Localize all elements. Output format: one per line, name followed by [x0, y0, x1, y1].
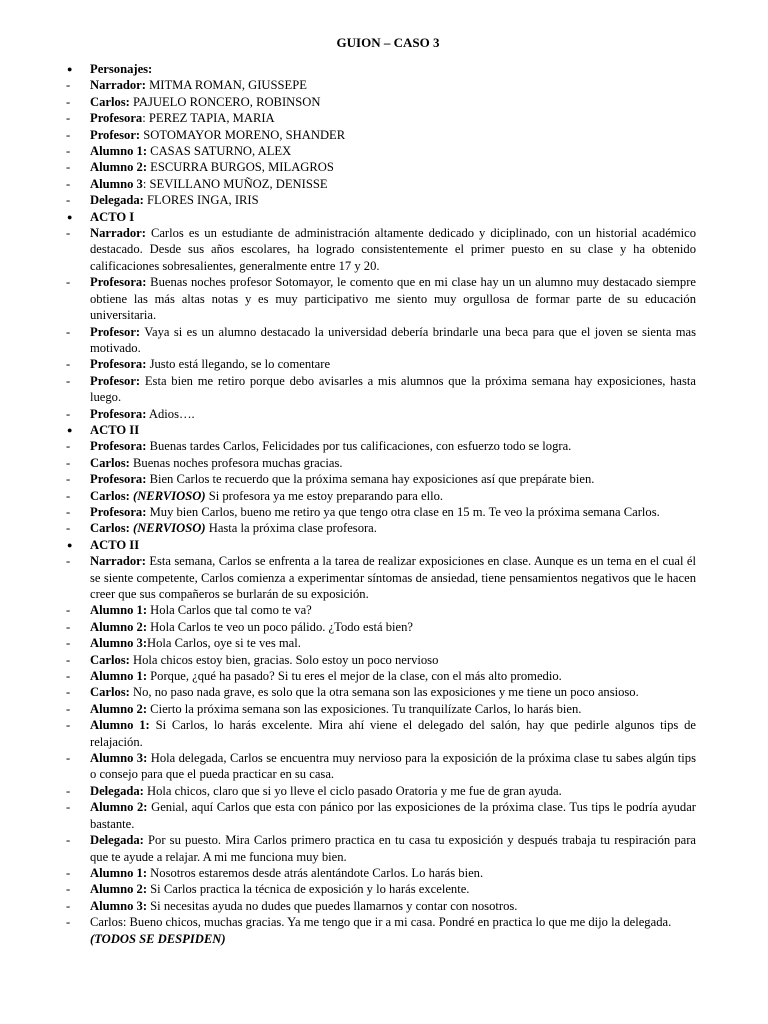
line-text: Hola Carlos, oye si te ves mal.	[147, 636, 301, 651]
script-line	[60, 783, 696, 799]
script-line	[60, 684, 696, 700]
script-line	[60, 373, 696, 406]
line-text: Hasta la próxima clase profesora.	[205, 521, 377, 536]
dash-marker: -	[66, 652, 71, 667]
speaker-label: Profesora:	[90, 504, 147, 519]
line-text: Hola delegada, Carlos se encuentra muy nervioso para la exposición de la próxima clase tu sabes algún tips o consejo para que el pueda practicar en su casa.	[90, 751, 697, 782]
line-text: MITMA ROMAN, GIUSSEPE	[145, 78, 307, 93]
line-text: Si Carlos practica la técnica de exposición y lo harás excelente.	[147, 882, 470, 897]
dash-marker: -	[66, 78, 71, 93]
line-text: Hola chicos, claro que si yo lleve el ciclo pasado Oratoria y me fue de gran ayuda.	[143, 783, 562, 798]
line-text: SOTOMAYOR MORENO, SHANDER	[140, 127, 346, 142]
speaker-label: Carlos:	[90, 488, 130, 503]
speaker-label: Alumno 2:	[90, 701, 148, 716]
dash-marker: -	[66, 882, 71, 897]
dash-marker: -	[66, 127, 71, 142]
script-line	[60, 553, 696, 602]
speaker-label: Carlos:	[90, 455, 130, 470]
dash-marker: -	[66, 373, 71, 388]
section-heading	[60, 422, 696, 438]
line-text: Genial, aquí Carlos que esta con pánico por las exposiciones de la próxima clase. Tus tips le podría ayudar bastante.	[90, 800, 696, 831]
script-line	[60, 668, 696, 684]
speaker-label: Carlos:	[90, 94, 130, 109]
script-line	[60, 77, 696, 93]
speaker-label: Alumno 3	[90, 176, 143, 191]
script-line	[60, 520, 696, 536]
line-text: Buenas noches profesora muchas gracias.	[129, 455, 343, 470]
speaker-label: Alumno 2:	[90, 619, 148, 634]
dash-marker: -	[66, 94, 71, 109]
script-line	[60, 110, 696, 126]
speaker-label: Delegada:	[90, 193, 144, 208]
line-text: Buenas noches profesor Sotomayor, le comento que en mi clase hay un un alumno muy destacado siempre obtiene las más altas notas y es muy participativo me siento muy orgullosa de formar parte de su educación universitaria.	[90, 275, 696, 323]
closing-direction: (TODOS SE DESPIDEN)	[90, 931, 226, 946]
script-line	[60, 635, 696, 651]
script-line	[60, 94, 696, 110]
line-text: Si profesora ya me estoy preparando para ello.	[205, 488, 444, 503]
script-line	[60, 159, 696, 175]
speaker-label: ACTO I	[90, 209, 135, 224]
script-line	[60, 274, 696, 323]
dash-marker: -	[66, 324, 71, 339]
bullet-icon: ●	[67, 64, 73, 74]
speaker-label: ACTO II	[90, 422, 140, 437]
dash-marker: -	[66, 554, 71, 569]
speaker-label: Carlos:	[90, 521, 130, 536]
script-line	[60, 652, 696, 668]
stage-direction: (NERVIOSO)	[129, 521, 206, 536]
line-text: Carlos es un estudiante de administración altamente dedicado y diciplinado, con un historial académico destacado. Desde sus años escolares, ha logrado consistentemente el primer puesto en su clase y ha obtenido calificaciones sobresalientes, generalmente entre 17 y 20.	[90, 226, 696, 273]
dash-marker: -	[66, 701, 71, 716]
dash-marker: -	[66, 111, 71, 126]
script-line	[60, 750, 696, 783]
line-text: : SEVILLANO MUÑOZ, DENISSE	[142, 176, 328, 191]
speaker-label: Alumno 2:	[90, 800, 148, 815]
line-text: Hola Carlos que tal como te va?	[147, 603, 312, 618]
speaker-label: Profesora:	[90, 439, 147, 454]
speaker-label: Narrador:	[90, 226, 146, 241]
dash-marker: -	[66, 783, 71, 798]
speaker-label: Alumno 1:	[90, 144, 148, 159]
script-line	[60, 406, 696, 422]
section-heading	[60, 537, 696, 553]
line-text: Esta semana, Carlos se enfrenta a la tarea de realizar exposiciones en clase. Aunque es un tema en el cual él se siente competente, Carlos comienza a experimentar síntomas de ansiedad, tiene pensamientos negativos que le hacen creer que sus compañeros se burlarán de su exposición.	[90, 554, 696, 601]
dash-marker: -	[66, 193, 71, 208]
speaker-label: Alumno 1:	[90, 718, 150, 733]
section-heading	[60, 61, 696, 77]
speaker-label: Profesora:	[90, 472, 147, 487]
speaker-label: Personajes:	[90, 62, 153, 76]
speaker-label: Profesor:	[90, 324, 141, 339]
line-text: CASAS SATURNO, ALEX	[147, 144, 292, 159]
dash-marker: -	[66, 144, 71, 159]
speaker-label: Alumno 3:	[90, 898, 148, 913]
dash-marker: -	[66, 898, 71, 913]
script-line	[60, 176, 696, 192]
dash-marker: -	[66, 521, 71, 536]
line-text: ESCURRA BURGOS, MILAGROS	[147, 160, 334, 175]
line-text: Si necesitas ayuda no dudes que puedes llamarnos y contar con nosotros.	[147, 898, 518, 913]
script-line	[60, 438, 696, 454]
dash-marker: -	[66, 603, 71, 618]
speaker-label: Profesora:	[90, 275, 147, 290]
script-line	[60, 127, 696, 143]
speaker-label: Profesora:	[90, 406, 147, 421]
script-line	[60, 799, 696, 832]
line-text: Adios….	[146, 406, 195, 421]
script-list	[60, 61, 696, 931]
script-line	[60, 455, 696, 471]
line-text: Por su puesto. Mira Carlos primero practica en tu casa tu exposición y después trabaja tu respiración para que te ayude a relajar. A mi me funciona muy bien.	[90, 833, 696, 864]
script-line	[60, 602, 696, 618]
dash-marker: -	[66, 357, 71, 372]
line-text: Cierto la próxima semana son las exposiciones. Tu tranquilízate Carlos, lo harás bien.	[147, 701, 582, 716]
script-line	[60, 504, 696, 520]
stage-direction: (NERVIOSO)	[129, 488, 206, 503]
script-line	[60, 898, 696, 914]
line-text: Nosotros estaremos desde atrás alentándote Carlos. Lo harás bien.	[147, 865, 484, 880]
line-text: Esta bien me retiro porque debo avisarles a mis alumnos que la próxima semana hay exposiciones, hasta luego.	[90, 373, 696, 405]
dash-marker: -	[66, 619, 71, 634]
dash-marker: -	[66, 718, 71, 733]
script-line	[60, 192, 696, 208]
bullet-icon: ●	[67, 424, 73, 435]
script-line	[60, 471, 696, 487]
script-line	[60, 619, 696, 635]
document-title: GUION – CASO 3	[336, 35, 440, 50]
script-line	[60, 865, 696, 881]
dash-marker: -	[66, 439, 71, 454]
speaker-label: Profesora:	[90, 357, 147, 372]
speaker-label: Narrador:	[90, 78, 146, 93]
dash-marker: -	[66, 636, 71, 651]
dash-marker: -	[66, 160, 71, 175]
line-text: No, no paso nada grave, es solo que la otra semana son las exposiciones y me tiene un poco ansioso.	[129, 685, 639, 700]
script-line	[60, 488, 696, 504]
speaker-label: Narrador:	[90, 554, 146, 569]
dash-marker: -	[66, 504, 71, 519]
speaker-label: Alumno 2:	[90, 882, 148, 897]
dash-marker: -	[66, 833, 71, 848]
line-text: PAJUELO RONCERO, ROBINSON	[129, 94, 321, 109]
script-line	[60, 324, 696, 357]
dash-marker: -	[66, 472, 71, 487]
speaker-label: Delegada:	[90, 783, 144, 798]
line-text: Buenas tardes Carlos, Felicidades por tus calificaciones, con esfuerzo todo se logra.	[146, 439, 572, 454]
line-text: Si Carlos, lo harás excelente. Mira ahí viene el delegado del salón, hay que pedirle algunos tips de relajación.	[90, 718, 696, 749]
speaker-label: Carlos:	[90, 685, 130, 700]
speaker-label: ACTO II	[90, 537, 140, 552]
dash-marker: -	[66, 669, 71, 684]
speaker-label: Alumno 3:	[90, 751, 148, 766]
speaker-label: Alumno 1:	[90, 865, 148, 880]
speaker-label: Alumno 1:	[90, 669, 148, 684]
dash-marker: -	[66, 226, 71, 241]
line-text: Carlos: Bueno chicos, muchas gracias. Ya me tengo que ir a mi casa. Pondré en practica lo que me dijo la delegada.	[90, 915, 672, 930]
dash-marker: -	[66, 751, 71, 766]
dash-marker: -	[66, 915, 71, 930]
dash-marker: -	[66, 685, 71, 700]
bullet-icon: ●	[67, 211, 73, 222]
line-text: : PEREZ TAPIA, MARIA	[142, 111, 275, 126]
dash-marker: -	[66, 488, 71, 503]
speaker-label: Delegada:	[90, 833, 144, 848]
line-text: Bien Carlos te recuerdo que la próxima semana hay exposiciones así que prepárate bien.	[146, 472, 595, 487]
script-line	[60, 881, 696, 897]
script-line	[60, 832, 696, 865]
speaker-label: Profesor:	[90, 373, 141, 388]
dash-marker: -	[66, 455, 71, 470]
speaker-label: Alumno 2:	[90, 160, 148, 175]
line-text: Hola chicos estoy bien, gracias. Solo estoy un poco nervioso	[129, 652, 439, 667]
line-text: Justo está llegando, se lo comentare	[146, 357, 331, 372]
dash-marker: -	[66, 865, 71, 880]
script-line	[60, 225, 696, 274]
script-line	[60, 914, 696, 930]
line-text: Hola Carlos te veo un poco pálido. ¿Todo está bien?	[147, 619, 413, 634]
speaker-label: Alumno 1:	[90, 603, 148, 618]
section-heading	[60, 209, 696, 225]
bullet-icon: ●	[67, 539, 73, 550]
dash-marker: -	[66, 800, 71, 815]
speaker-label: Alumno 3:	[90, 636, 148, 651]
script-line	[60, 701, 696, 717]
speaker-label: Profesor:	[90, 127, 141, 142]
script-line	[60, 717, 696, 750]
dash-marker: -	[66, 275, 71, 290]
dash-marker: -	[66, 176, 71, 191]
line-text: Muy bien Carlos, bueno me retiro ya que tengo otra clase en 15 m. Te veo la próxima semana Carlos.	[146, 504, 660, 519]
line-text: Porque, ¿qué ha pasado? Si tu eres el mejor de la clase, con el más alto promedio.	[147, 669, 562, 684]
script-line	[60, 356, 696, 372]
dash-marker: -	[66, 406, 71, 421]
speaker-label: Carlos:	[90, 652, 130, 667]
script-line	[60, 143, 696, 159]
line-text: FLORES INGA, IRIS	[143, 193, 259, 208]
line-text: Vaya si es un alumno destacado la universidad debería brindarle una beca para que el joven se sienta mas motivado.	[90, 324, 696, 355]
speaker-label: Profesora	[90, 111, 143, 126]
